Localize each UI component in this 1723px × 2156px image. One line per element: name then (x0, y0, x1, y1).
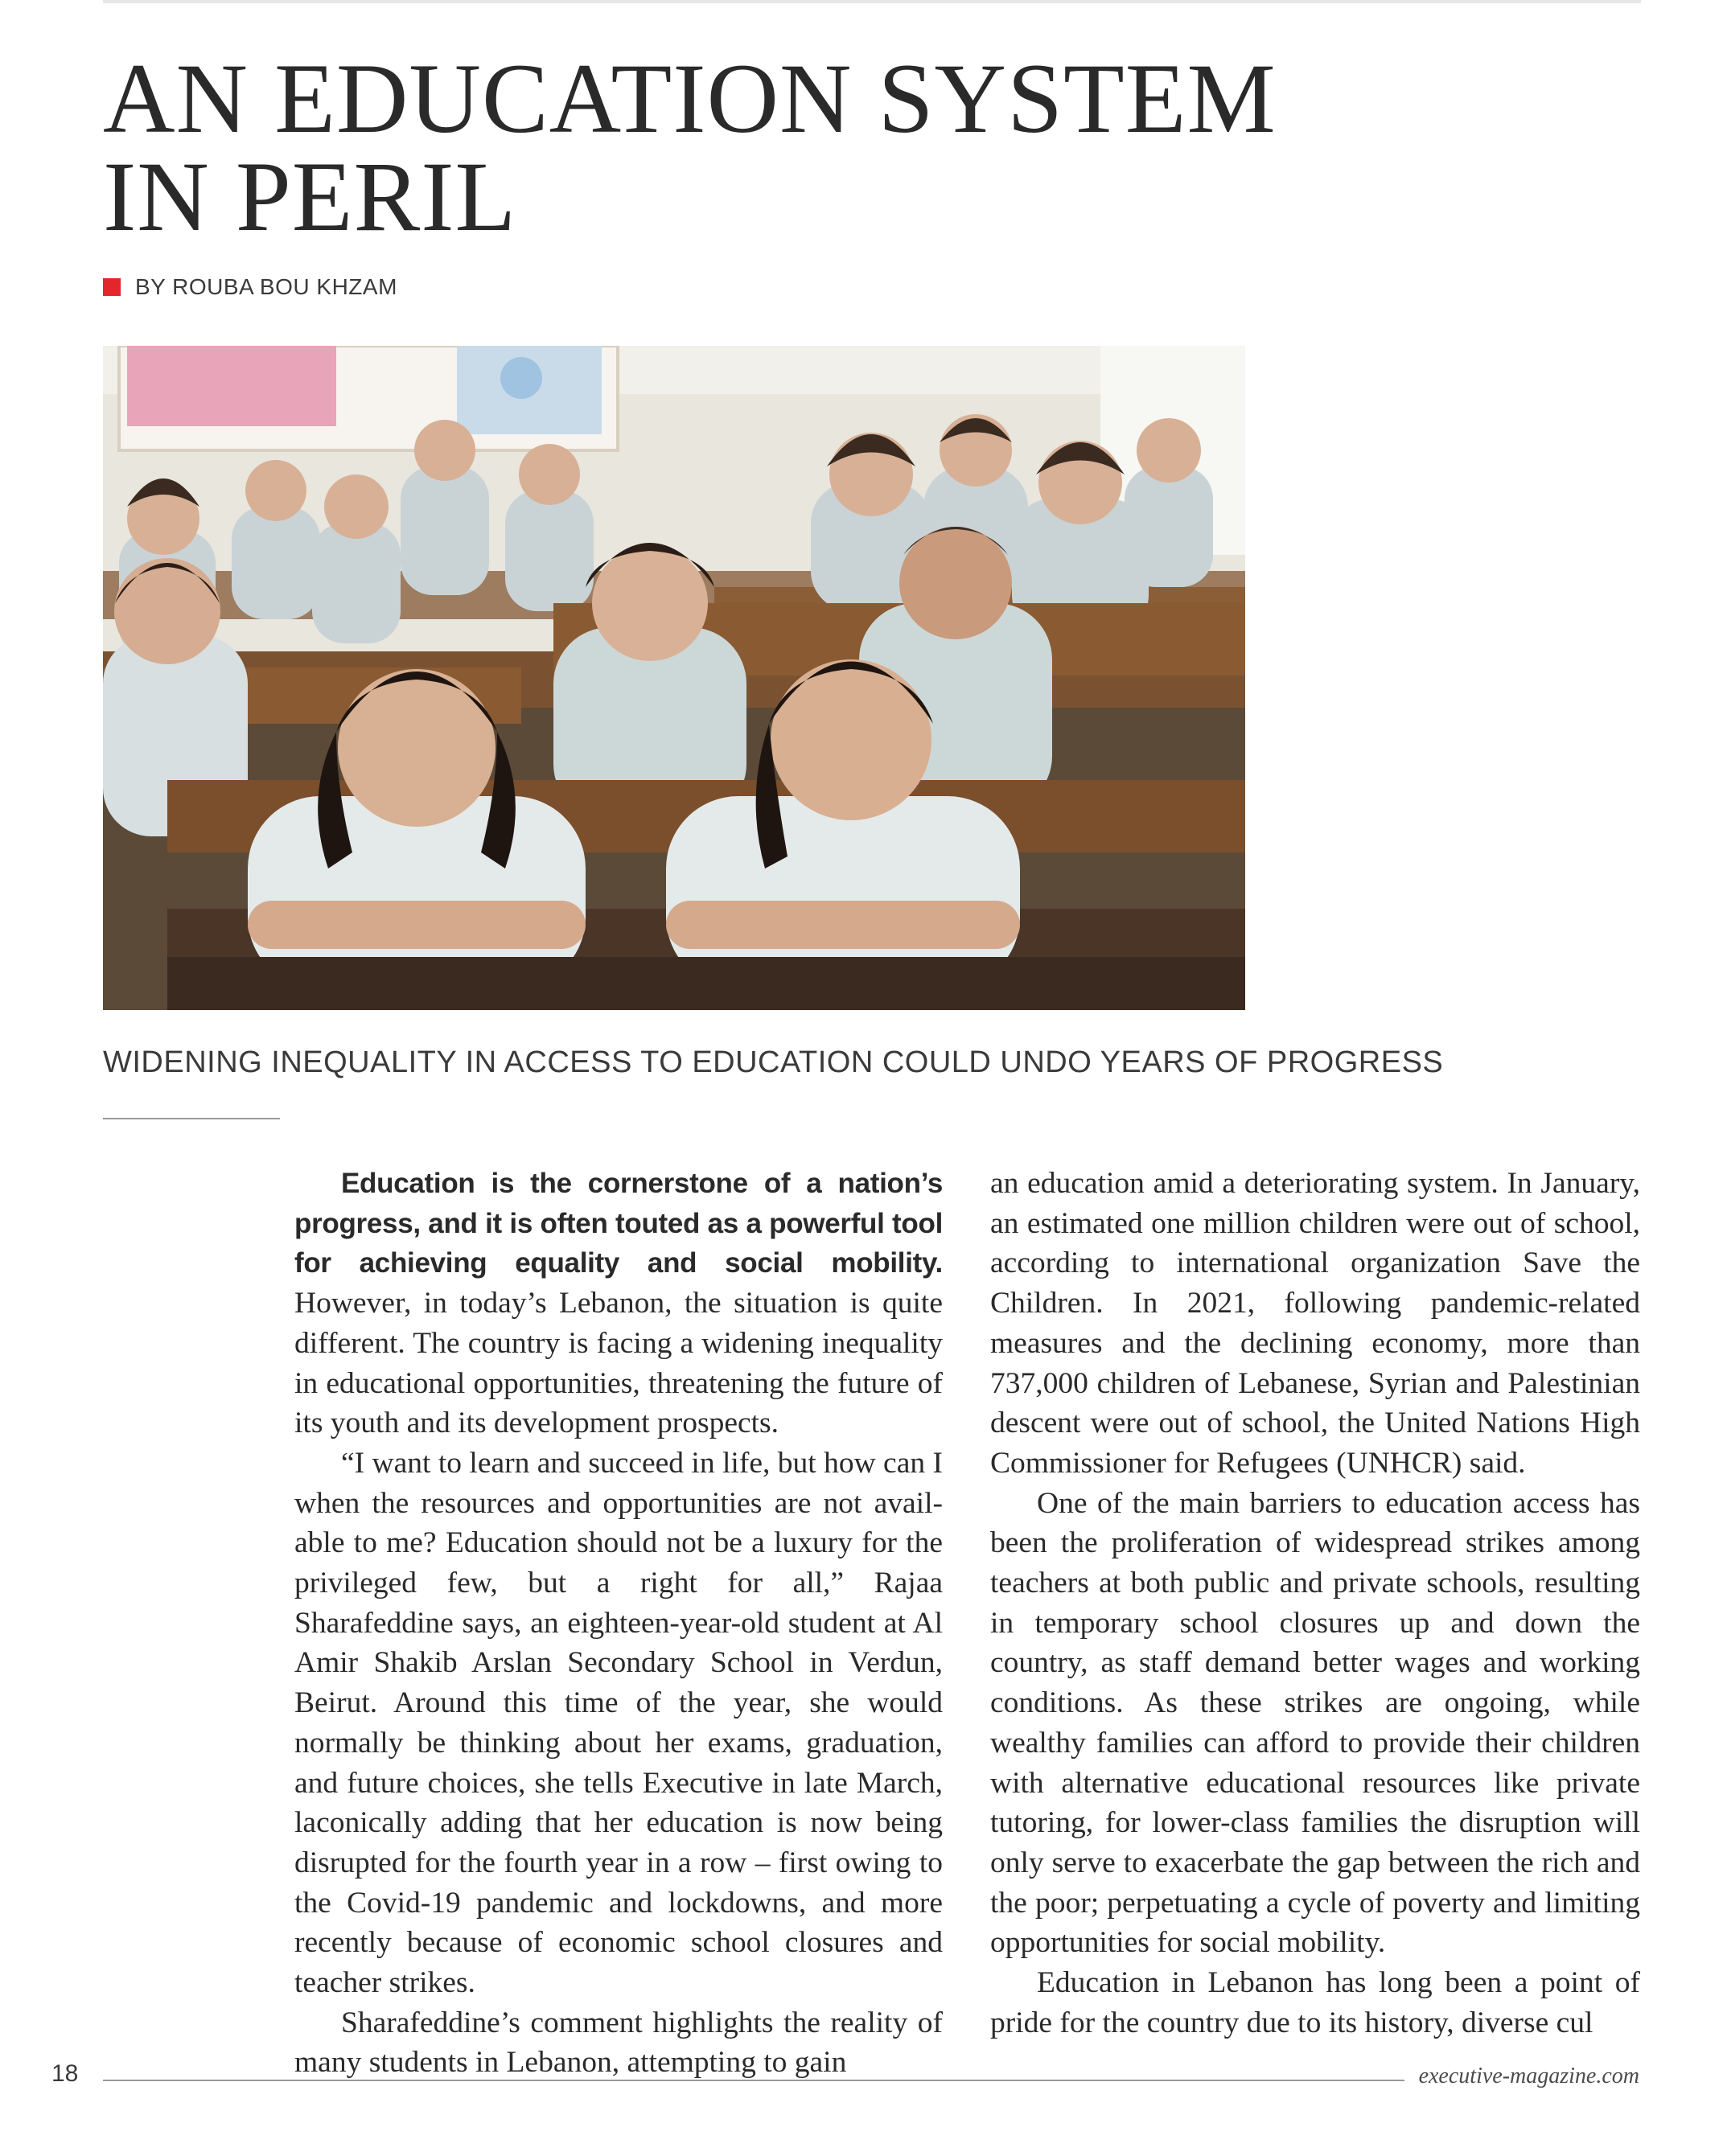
top-rule (103, 0, 1641, 3)
byline (103, 273, 397, 301)
article-title-line-1: AN EDUCATION SYSTEM (103, 43, 1277, 154)
article-title-line-2: IN PERIL (103, 142, 517, 252)
site-url: executive-magazine.com (1418, 2064, 1639, 2088)
byline-author: BY ROUBA BOU KHZAM (135, 274, 397, 299)
body-paragraph-6: Education in Lebanon has long been a point of pride for the country due to its history, diverse cul (990, 1966, 1640, 2039)
body-paragraph-3: Sharafeddine’s comment highlights the reality of many students in Lebanon, attempting to gain (294, 2006, 943, 2080)
body-paragraph-1 (294, 1164, 943, 1443)
classroom-photo-illustration (103, 346, 1245, 1010)
lead-sentence: Education is the cornerstone of a nation’s progress, and it is often touted as a powerful tool for achieving equality and social mobility. (294, 1168, 943, 1279)
body-column-left (294, 1164, 943, 2083)
body-paragraph-5: One of the main barriers to education access has been the proliferation of widespread strikes among teachers at both public and private schools, resulting in temporary school closures up and down the country, as staff demand better wages and working conditions. As these strikes are ongoing, while wealthy families can afford to provide their children with alternative educational resources like private tutoring, for lower-class families the disruption will only serve to exacerbate the gap between the rich and the poor; perpetuating a cycle of poverty and limiting opportunities for social mobility. (990, 1486, 1640, 1960)
article-subhead: WIDENING INEQUALITY IN ACCESS TO EDUCATION COULD UNDO YEARS OF PROGRESS (103, 1045, 1444, 1079)
body-paragraph-2: “I want to learn and succeed in life, but how can I when the resources and opportunities are not available to me? Education should not be a luxury for the privileged few, but a right for all,” Rajaa Sharafeddine says, an eighteen-year-old student at Al Amir Shakib Arslan Secondary School in Verdun, Beirut. Around this time of the year, she would normally be thinking about her exams, graduation, and future choices, she tells Executive in late March, laconically adding that her education is now being disrupted for the fourth year in a row – first owing to the Covid-19 pandemic and lockdowns, and more recently because of economic school closures and teacher strikes. (294, 1446, 943, 2000)
body-paragraph-1-rest: However, in today’s Lebanon, the situation is quite different. The country is facing a widening inequality in educational opportunities, threatening the future of its youth and its development prospects. (294, 1287, 943, 1440)
classroom-photo (103, 346, 1245, 1010)
byline-red-square-icon (103, 278, 121, 296)
body-paragraph-4: an education amid a deteriorating system. In January, an estimated one million children were out of school, according to international organization Save the Children. In 2021, following pandemic-related measures and the declining economy, more than 737,000 children of Lebanese, Syrian and Palestinian descent were out of school, the United Nations High Commissioner for Refugees (UNHCR) said. (990, 1167, 1640, 1480)
subhead-divider (103, 1118, 280, 1119)
article-title (103, 43, 1277, 252)
body-column-right (990, 1164, 1640, 2043)
page-number: 18 (51, 2060, 79, 2087)
footer-rule (103, 2080, 1404, 2081)
